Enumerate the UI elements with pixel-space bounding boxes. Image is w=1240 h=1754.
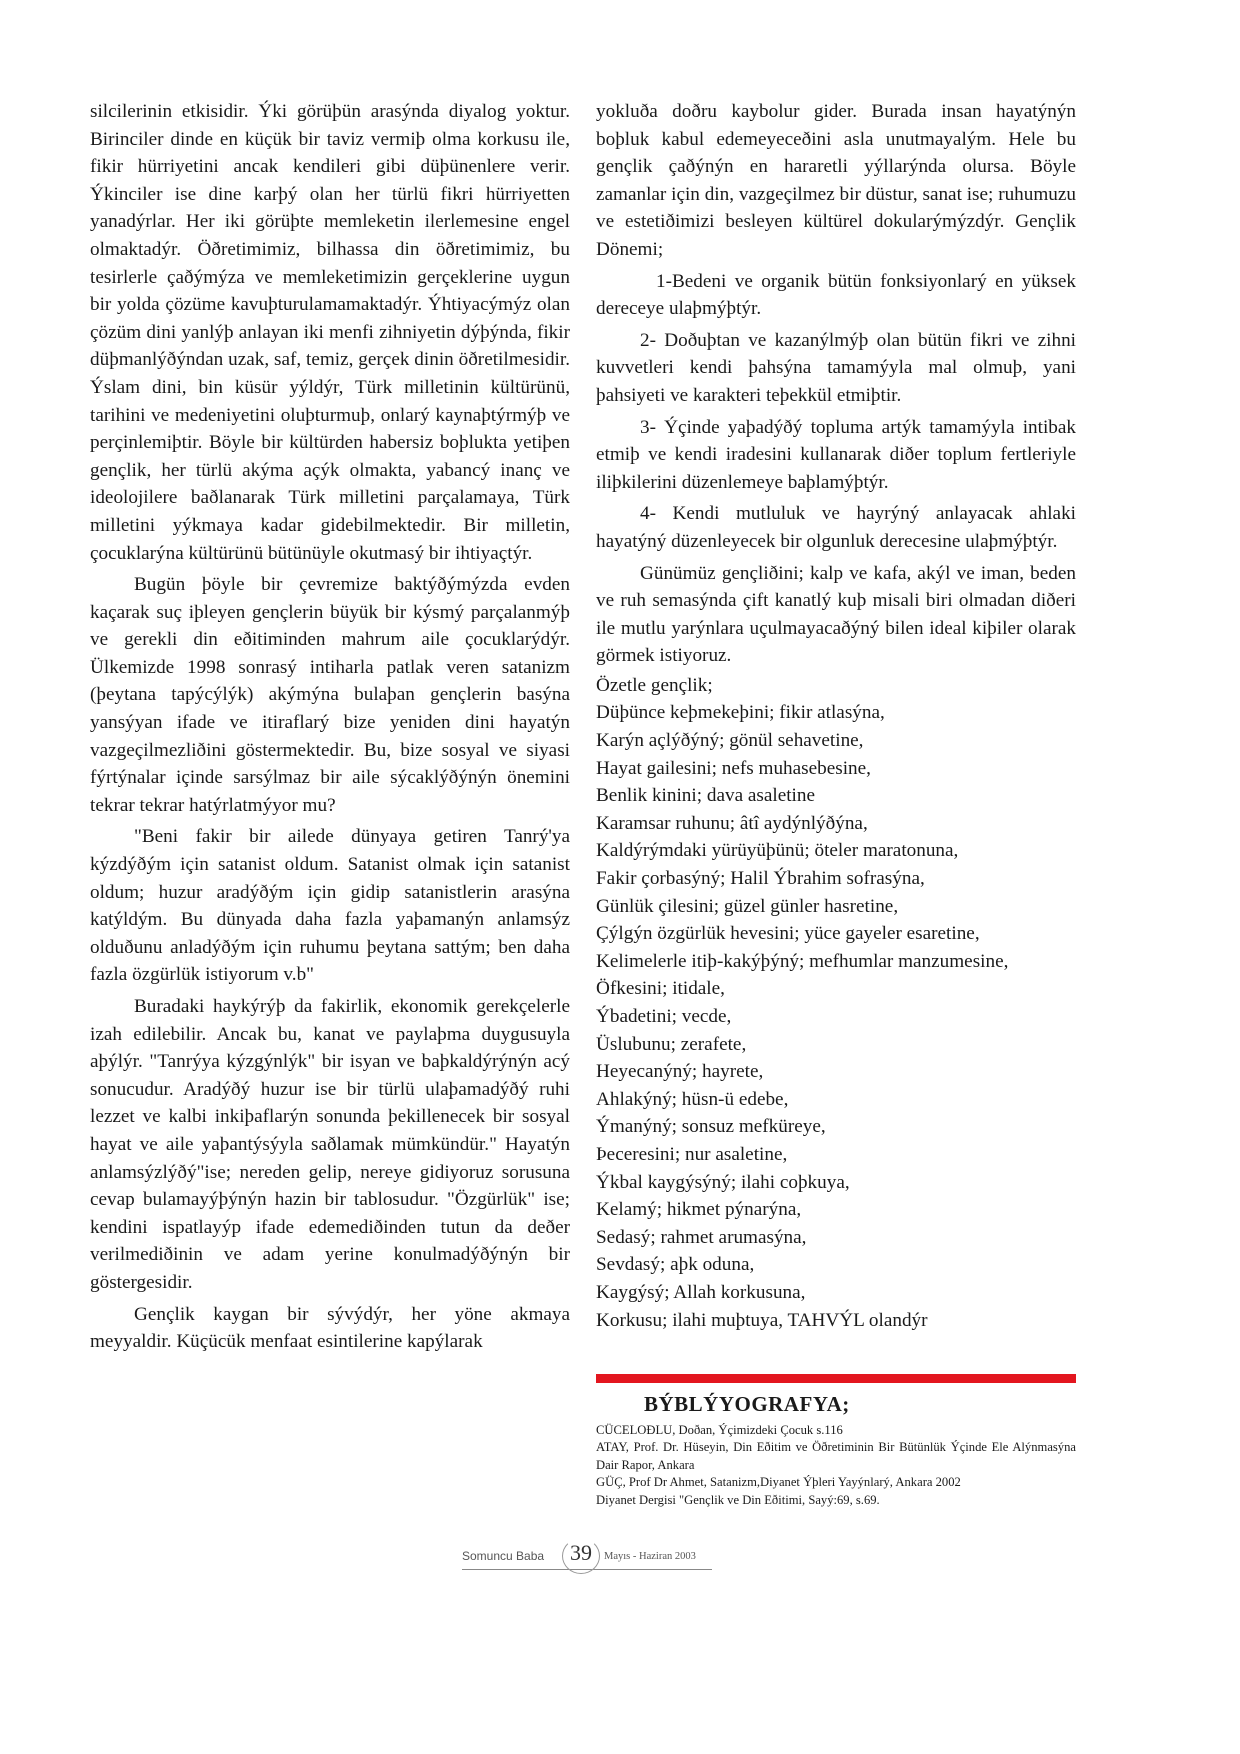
page-number: 39 bbox=[570, 1540, 592, 1565]
paragraph: yokluða doðru kaybolur gider. Burada insan hayatýnýn boþluk kabul edemeyeceðini asla unutmayalým. Hele bu gençlik çaðýnýn en hararetli yýllarýnda olursa. Böyle zamanlar için din, vazgeçilmez bir düstur, sanat ise; ruhumuzu ve estetiðimizi besleyen kültürel dokularýmýzdýr. Gençlik Dönemi; bbox=[596, 101, 1076, 260]
bibliography-entry: ATAY, Prof. Dr. Hüseyin, Din Eðitim ve Öðretiminin Bir Bütünlük Ýçinde Ele Alýnmasýna Dair Rapor, Ankara bbox=[596, 1440, 1076, 1472]
poem-line: Karýn açlýðýný; gönül sehavetine, bbox=[596, 730, 864, 752]
poem-line: Kaldýrýmdaki yürüyüþünü; öteler maratonuna, bbox=[596, 840, 959, 862]
paragraph: Gençlik kaygan bir sývýdýr, her yöne akmaya meyyaldir. Küçücük menfaat esintilerine kapýlarak bbox=[90, 1303, 570, 1353]
red-divider bbox=[596, 1374, 1076, 1383]
poem-line: Þeceresini; nur asaletine, bbox=[596, 1143, 788, 1165]
poem bbox=[596, 672, 1076, 1334]
magazine-name: Somuncu Baba bbox=[462, 1549, 545, 1563]
poem-line: Ýbadetini; vecde, bbox=[596, 1006, 732, 1027]
poem-line: Sevdasý; aþk oduna, bbox=[596, 1254, 755, 1276]
left-column bbox=[90, 98, 570, 1356]
poem-line: Sedasý; rahmet arumasýna, bbox=[596, 1226, 807, 1248]
bibliography-entry: Diyanet Dergisi "Gençlik ve Din Eðitimi, Sayý:69, s.69. bbox=[596, 1492, 880, 1507]
poem-line: Benlik kinini; dava asaletine bbox=[596, 785, 815, 807]
poem-line: Özetle gençlik; bbox=[596, 674, 713, 696]
bibliography-title: BÝBLÝYOGRAFYA; bbox=[644, 1392, 850, 1416]
bibliography-entry: CÜCELOÐLU, Doðan, Ýçimizdeki Çocuk s.116 bbox=[596, 1423, 843, 1437]
poem-line: Korkusu; ilahi muþtuya, TAHVÝL olandýr bbox=[596, 1309, 928, 1331]
paragraph: Buradaki haykýrýþ da fakirlik, ekonomik gerekçelerle izah edilebilir. Ancak bu, kanat ve paylaþma duygusuyla aþýlýr. "Tanrýya kýzgýnlýk" bir isyan ve baþkaldýrýnýn acý sonucudur. Aradýðý huzur ise bir türlü ulaþamadýðý ruhi lezzet ve kalbi inkiþaflarýn sonunda þekillenecek bir sosyal hayat ve aile yaþantýsýyla saðlamak mümkündür." Hayatýn anlamsýzlýðý"ise; nereden gelip, nereye gidiyoruz sorusuna cevap bulamayýþýnýn hazin bir tablosudur. "Özgürlük" ise; kendini ispatlayýp ifade edemediðinden tutun da deðer verilmediðinin ve adam yerine konulmadýðýnýn bir göstergesidir. bbox=[90, 996, 570, 1293]
bibliography-entry: GÜÇ, Prof Dr Ahmet, Satanizm,Diyanet Ýþleri Yayýnlarý, Ankara 2002 bbox=[596, 1475, 961, 1490]
poem-line: Günlük çilesini; güzel günler hasretine, bbox=[596, 895, 899, 917]
poem-line: Kaygýsý; Allah korkusuna, bbox=[596, 1281, 806, 1303]
poem-line: Ahlakýný; hüsn-ü edebe, bbox=[596, 1088, 789, 1110]
poem-line: Öfkesini; itidale, bbox=[596, 978, 725, 1000]
poem-line: Karamsar ruhunu; âtî aydýnlýðýna, bbox=[596, 812, 868, 834]
poem-line: Hayat gailesini; nefs muhasebesine, bbox=[596, 757, 871, 779]
poem-line: Üslubunu; zerafete, bbox=[596, 1033, 747, 1055]
bibliography-list bbox=[596, 1422, 1076, 1509]
right-column bbox=[596, 98, 1076, 1334]
poem-line: Kelimelerle itiþ-kakýþýný; mefhumlar manzumesine, bbox=[596, 950, 1009, 972]
poem-line: Fakir çorbasýný; Halil Ýbrahim sofrasýna, bbox=[596, 868, 925, 890]
poem-line: Heyecanýný; hayrete, bbox=[596, 1061, 764, 1083]
poem-line: Ýkbal kaygýsýný; ilahi coþkuya, bbox=[596, 1171, 850, 1193]
page-footer bbox=[462, 1540, 802, 1576]
poem-line: Kelamý; hikmet pýnarýna, bbox=[596, 1199, 802, 1221]
paragraph: silcilerinin etkisidir. Ýki görüþün arasýnda diyalog yoktur. Birinciler dinde en küçük bir taviz vermiþ olma korkusu ile, fikir hürriyetini ancak kendileri gibi düþünenlere verir. Ýkinciler ise dine karþý olan her türlü fikri hürriyetten yanadýrlar. Her iki görüþte memleketin ilerlemesine engel olmaktadýr. Öðretimimiz, bilhassa din öðretimimiz, bu tesirlerle çaðýmýza ve memleketimizin gerçeklerine uygun bir yolda çözüme kavuþturulamamaktadýr. Ýhtiyacýmýz olan çözüm dini yanlýþ anlayan iki menfi zihniyetin dýþýnda, fikir düþmanlýðýndan uzak, saf, temiz, gerçek dinin öðretilmesidir. Ýslam dini, bin küsür yýldýr, Türk milletinin kültürünü, tarihini ve medeniyetini oluþturmuþ, onlarý kaynaþtýrmýþ ve perçinlemiþtir. Böyle bir kültürden habersiz boþlukta yetiþen gençlik, her türlü akýma açýk olmakta, yabancý inanç ve ideolojilere baðlanarak Türk milletini parçalamaya, Türk milletini yýkmaya kadar gidebilmektedir. Bir milletin, çocuklarýna kültürünü bütünüyle okutmasý bir ihtiyaçtýr. bbox=[90, 101, 570, 564]
list-item: 1-Bedeni ve organik bütün fonksiyonlarý en yüksek dereceye ulaþmýþtýr. bbox=[596, 270, 1076, 320]
poem-line: Düþünce keþmekeþini; fikir atlasýna, bbox=[596, 702, 885, 724]
issue-date: Mayıs - Haziran 2003 bbox=[604, 1551, 696, 1562]
paragraph: Günümüz gençliðini; kalp ve kafa, akýl ve iman, beden ve ruh semasýnda çift kanatlý kuþ misali biri olmadan diðeri ile mutlu yarýnlara uçulmayacaðýný bilen ideal kiþiler olarak görmek istiyoruz. bbox=[596, 562, 1076, 667]
quote-paragraph: "Beni fakir bir ailede dünyaya getiren Tanrý'ya kýzdýðým için satanist oldum. Satanist olmak için satanist oldum; huzur aradýðým için gidip satanistlerin arasýna katýldým. Bu dünyada daha fazla yaþamanýn anlamsýz olduðunu anladýðým için ruhumu þeytana sattým; ben daha fazla özgürlük istiyorum v.b" bbox=[90, 826, 570, 986]
list-item: 2- Doðuþtan ve kazanýlmýþ olan bütün fikri ve zihni kuvvetleri kendi þahsýna tamamýyla mal olmuþ, yani þahsiyeti ve karakteri teþekkül etmiþtir. bbox=[596, 329, 1076, 406]
list-item: 3- Ýçinde yaþadýðý topluma artýk tamamýyla intibak etmiþ ve kendi iradesini kullanarak diðer toplum fertleriyle iliþkilerini düzenlemeye baþlamýþtýr. bbox=[596, 416, 1076, 493]
paragraph: Bugün þöyle bir çevremize baktýðýmýzda evden kaçarak suç iþleyen gençlerin büyük bir kýsmý parçalanmýþ ve gerekli din eðitiminden mahrum aile çocuklarýdýr. Ülkemizde 1998 sonrasý intiharla patlak veren satanizm (þeytana tapýcýlýk) akýmýna bulaþan gençlerin basýna yansýyan ifade ve itiraflarý bize yeniden dini hayatýn vazgeçilmezliðini göstermektedir. Bu, bize sosyal ve siyasi fýrtýnalar içinde sarsýlmaz bir aile sýcaklýðýnýn önemini tekrar tekrar hatýrlatmýyor mu? bbox=[90, 574, 570, 816]
poem-line: Ýmanýný; sonsuz mefküreye, bbox=[596, 1116, 826, 1138]
poem-line: Çýlgýn özgürlük hevesini; yüce gayeler esaretine, bbox=[596, 923, 980, 945]
list-item: 4- Kendi mutluluk ve hayrýný anlayacak ahlaki hayatýný düzenleyecek bir olgunluk derecesine ulaþmýþtýr. bbox=[596, 503, 1076, 552]
